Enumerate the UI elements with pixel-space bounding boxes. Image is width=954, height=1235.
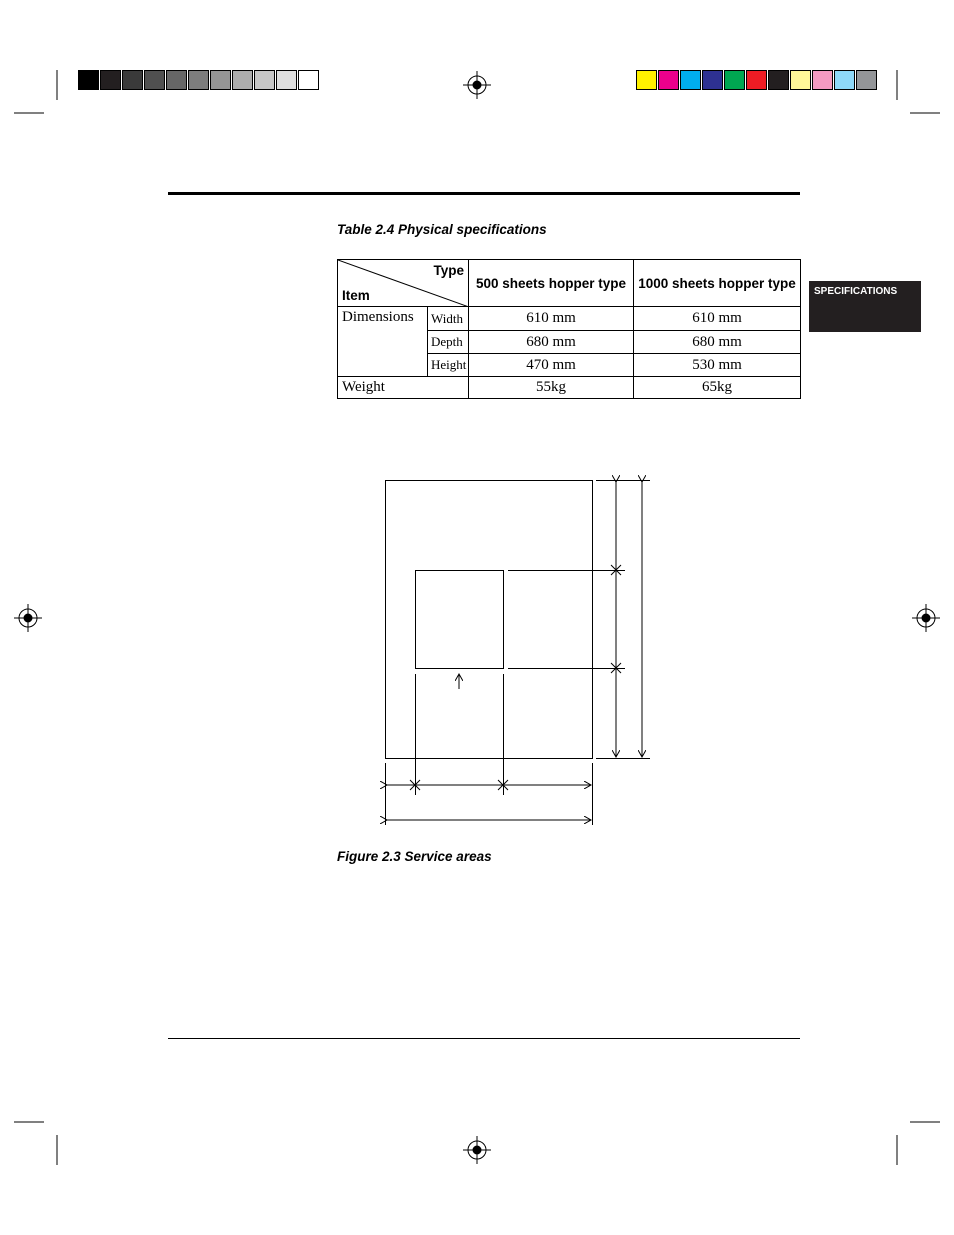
- header-item-label: Item: [342, 288, 370, 303]
- header-500-sheets: 500 sheets hopper type: [469, 260, 634, 307]
- header-rule: [168, 192, 800, 195]
- value-cell: 610 mm: [634, 307, 801, 331]
- value-cell: 680 mm: [634, 331, 801, 354]
- registration-target-icon: [14, 604, 42, 632]
- header-1000-sheets: 1000 sheets hopper type: [634, 260, 801, 307]
- machine-footprint: [416, 571, 504, 669]
- value-cell: 610 mm: [469, 307, 634, 331]
- value-cell: 55kg: [469, 377, 634, 399]
- item-cell-dimensions: Dimensions: [338, 307, 428, 377]
- header-type-label: Type: [433, 263, 464, 278]
- registration-target-icon: [463, 71, 491, 99]
- value-cell: 470 mm: [469, 354, 634, 377]
- service-area-outline: [386, 481, 593, 759]
- sub-item-depth: Depth: [428, 331, 469, 354]
- registration-target-icon: [912, 604, 940, 632]
- footer-rule: [168, 1038, 800, 1039]
- service-areas-diagram: [370, 470, 670, 835]
- registration-target-icon: [463, 1136, 491, 1164]
- value-cell: 530 mm: [634, 354, 801, 377]
- header-corner-cell: [338, 260, 469, 307]
- value-cell: 680 mm: [469, 331, 634, 354]
- value-cell: 65kg: [634, 377, 801, 399]
- table-header-row: [338, 260, 801, 307]
- side-tab: [809, 281, 921, 332]
- sub-item-height: Height: [428, 354, 469, 377]
- table-row: [338, 307, 801, 331]
- table-row: [338, 377, 801, 399]
- sub-item-width: Width: [428, 307, 469, 331]
- figure-caption: Figure 2.3 Service areas: [337, 849, 492, 864]
- side-tab-label: SPECIFICATIONS: [814, 286, 898, 297]
- item-cell-weight: Weight: [338, 377, 469, 399]
- table-caption: Table 2.4 Physical specifications: [337, 222, 547, 237]
- physical-specifications-table: [337, 259, 801, 399]
